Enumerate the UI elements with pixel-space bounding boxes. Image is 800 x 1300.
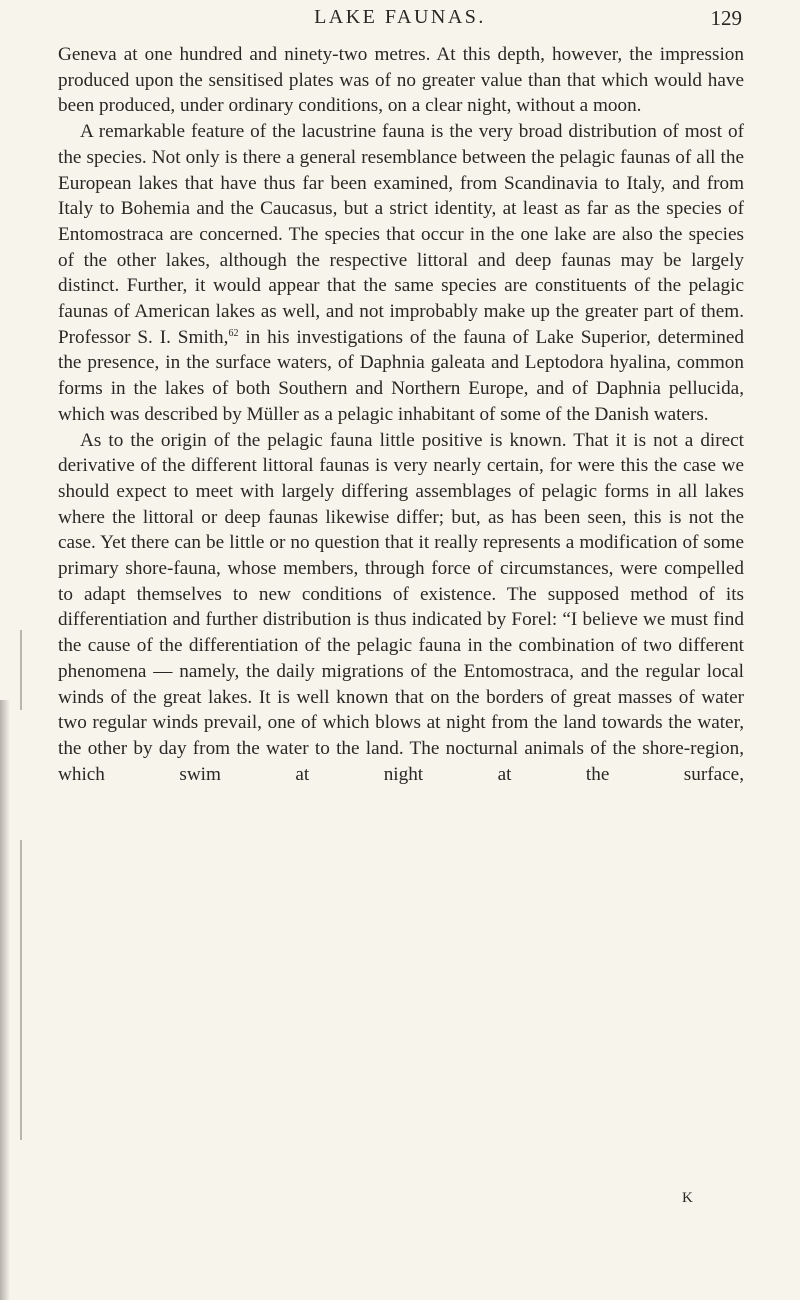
page-edge-mark [20,840,22,1140]
binding-shadow [0,700,10,1300]
paragraph-2 [58,119,744,427]
page-edge-mark [20,630,22,710]
paragraph-1: Geneva at one hundred and ninety-two metres. At this depth, however, the impression produced upon the sensitised plates was of no greater value than that which would have been produced, under ordinary conditions, on a clear night, without a moon. [58,44,744,117]
paragraph-3: As to the origin of the pelagic fauna little positive is known. That it is not a direct derivative of the different littoral faunas is very nearly certain, for were this the case we should expect to meet with largely differing assemblages of pelagic forms in all lakes where the littoral or deep faunas likewise differ; but, as has been seen, this is not the case. Yet there can be little or no question that it really represents a modification of some primary shore-fauna, whose members, through force of circumstances, were compelled to adapt themselves to new conditions of existence. The supposed method of its differentiation and further distribution is thus indicated by Forel: “I believe we must find the cause of the differentiation of the pelagic fauna in the combination of two different phenomena — namely, the daily migrations of the Entomostraca, and the regular local winds of the great lakes. It is well known that on the borders of great masses of water two regular winds prevail, one of which blows at night from the land towards the water, the other by day from the water to the land. The nocturnal animals of the shore-region, which swim at night at the surface, [58,429,744,785]
paragraph-2-text-b: in his investigations of the fauna of Lake Superior, determined the presence, in the surface waters, of Daphnia galeata and Leptodora hyalina, common forms in the lakes of both Southern and Northern Europe, and of Daphnia pellucida, which was described by Müller as a pelagic inhabitant of some of the Danish waters. [58,326,745,425]
page-number: 129 [710,6,742,30]
signature-mark: K [682,1190,693,1206]
running-head [58,6,742,36]
footnote-ref: 62 [228,327,239,339]
paragraph-2-text-a: A remarkable feature of the lacustrine fauna is the very broad distribution of most of the species. Not only is there a general resemblance between the pelagic faunas of all the European lakes that have thus far been examined, from Scandinavia to Italy, and from Italy to Bohemia and the Caucasus, but a strict identity, at least as far as the species of Entomostraca are concerned. The species that occur in the one lake are also the species of the other lakes, although the respective littoral and deep faunas may be largely distinct. Further, it would appear that the same species are constituents of the pelagic faunas of American lakes as well, and not improbably make up the greater part of them. Professor S. I. Smith, [58,121,744,348]
body-text [58,42,744,787]
running-title: LAKE FAUNAS. [314,6,486,28]
